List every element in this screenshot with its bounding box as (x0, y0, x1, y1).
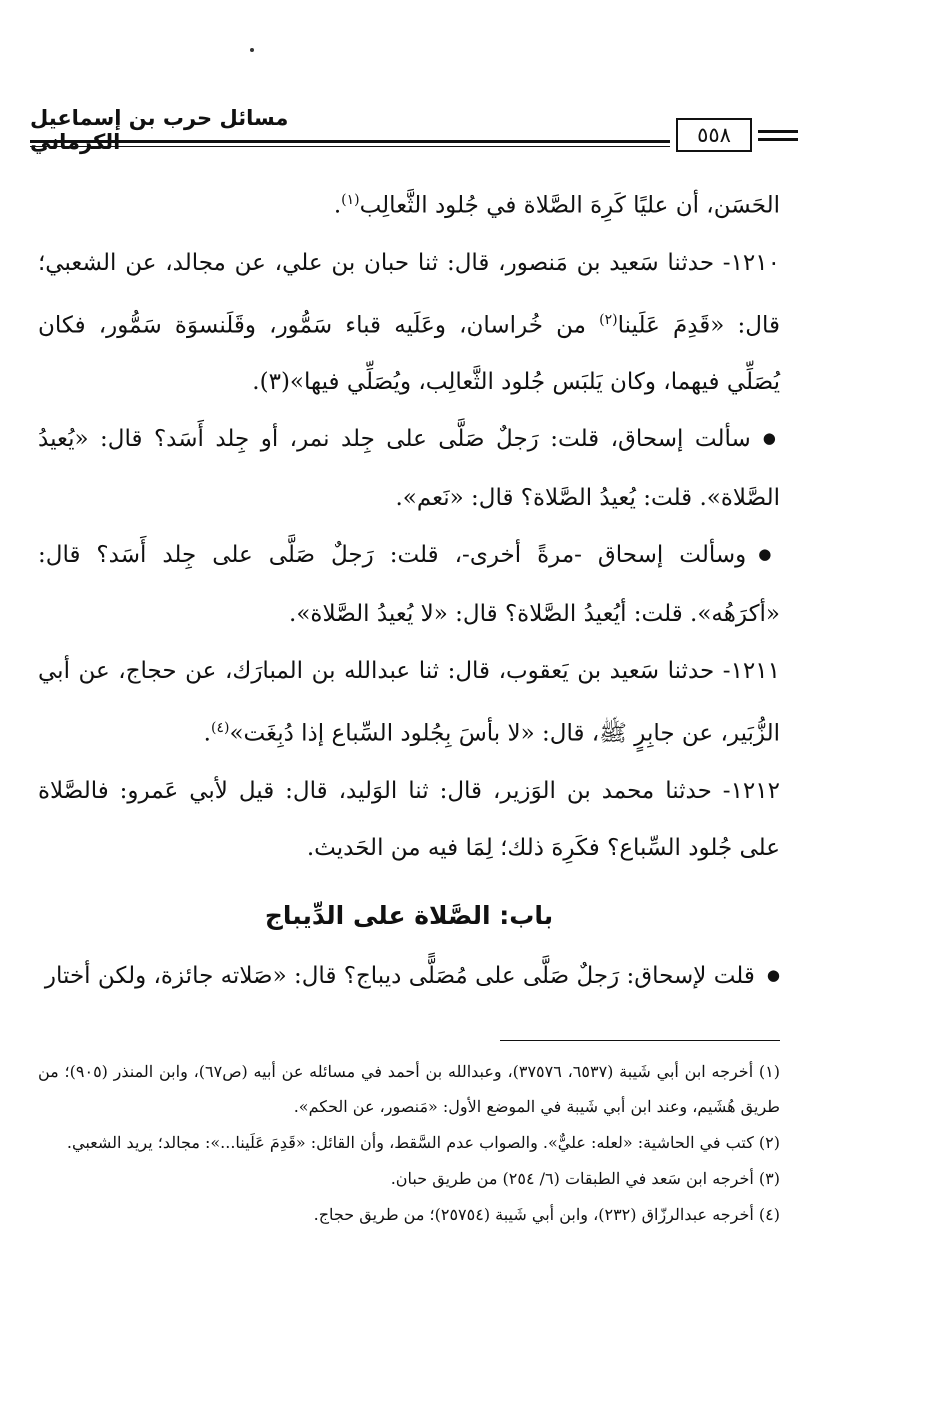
running-title: مسائل حرب بن إسماعيل الكرماني (30, 106, 289, 154)
paragraph (38, 235, 780, 412)
paragraph-text: الحَسَن، أن عليًا كَرِهَ الصَّلاة في جُلود الثَّعالِب (359, 192, 780, 219)
paragraph (38, 763, 780, 877)
paragraph-text: ١٢١١- حدثنا سَعيد بن يَعقوب، قال: ثنا عبدالله بن المبارَك، عن حجاج، عن أبي الزُّبَير، عن جابِرٍ ﷺ، قال: «لا بأسَ بِجُلود السِّباع إذا دُبِغَت» (38, 658, 780, 747)
paragraph-tail: . (203, 720, 211, 747)
paragraph-text: وسألت إسحاق -مرةً أخرى-، قلت: رَجلٌ صَلَّى على جِلد أَسَد؟ قال: «أكرَهُه». قلت: أيُعيدُ الصَّلاة؟ قال: «لا يُعيدُ الصَّلاة». (38, 542, 780, 628)
footnote-ref: (٤) (210, 720, 230, 737)
paragraph (38, 172, 780, 235)
footnote: (٣) أخرجه ابن سَعد في الطبقات (٦/ ٢٥٤) من طريق حبان. (390, 1169, 780, 1188)
footnote: (١) أخرجه ابن أبي شَيبة (٦٥٣٧، ٣٧٥٧٦)، وعبدالله بن أحمد في مسائله عن أبيه (ص٦٧)، وابن المنذر (٩٠٥)؛ من طريق هُشَيم، وعند ابن أبي شَيبة في الموضع الأول: «مَنصور، عن الحكم». (38, 1062, 781, 1116)
bullet-paragraph (38, 948, 780, 1007)
bullet-paragraph (38, 527, 780, 643)
page-number-rule (758, 130, 798, 133)
main-text (38, 172, 780, 1007)
section-heading: باب: الصَّلاة على الدِّيباج (264, 900, 554, 930)
page-number: ٥٥٨ (676, 118, 752, 152)
paragraph (38, 643, 780, 763)
paragraph-tail: من خُراسان، وعَلَيه قباء سَمُّور، وقَلَنسوَة سَمُّور، فكان يُصَلِّي فيهما، وكان يَلبَس جُلود الثَّعالِب، ويُصَلِّي فيها»(٣). (38, 312, 780, 396)
footnote-ref: (١) (341, 192, 360, 208)
bullet-paragraph (38, 411, 780, 527)
running-header (30, 104, 785, 156)
paragraph-text: قلت لإسحاق: رَجلٌ صَلَّى على مُصَلًّى ديباج؟ قال: «صَلاته جائزة، ولكن أختار (44, 962, 755, 989)
footnote: (٤) أخرجه عبدالرزّاق (٢٣٢)، وابن أبي شَيبة (٢٥٧٥٤)؛ من طريق حجاج. (313, 1205, 780, 1224)
footnote: (٢) كتب في الحاشية: «لعله: عليٌّ». والصواب عدم السَّقط، وأن القائل: «قَدِمَ عَلَينا...»: مجالد؛ يريد الشعبي. (66, 1133, 780, 1152)
footnote-ref: (٢) (599, 311, 618, 328)
paragraph-tail: . (333, 192, 342, 219)
footnote-separator (500, 1040, 780, 1041)
page-number-rule (758, 138, 798, 141)
paragraph-text: ١٢١٠- حدثنا سَعيد بن مَنصور، قال: ثنا حبان بن علي، عن مجالد، عن الشعبي؛ قال: «قَدِمَ عَلَينا (38, 249, 780, 339)
header-rule-thin (30, 146, 670, 147)
ink-dot (250, 48, 254, 52)
header-rule (30, 140, 670, 143)
paragraph-text: ١٢١٢- حدثنا محمد بن الوَزير، قال: ثنا الوَليد، قال: قيل لأبي عَمرو: فالصَّلاة على جُلود السِّباع؟ فكَرِهَ ذلك؛ لِمَا فيه من الحَديث. (38, 777, 780, 861)
paragraph-text: سألت إسحاق، قلت: رَجلٌ صَلَّى على جِلد نمر، أو جِلد أَسَد؟ قال: «يُعيدُ الصَّلاة». قلت: يُعيدُ الصَّلاة؟ قال: «نَعم». (38, 426, 780, 512)
footnotes (38, 1054, 780, 1233)
